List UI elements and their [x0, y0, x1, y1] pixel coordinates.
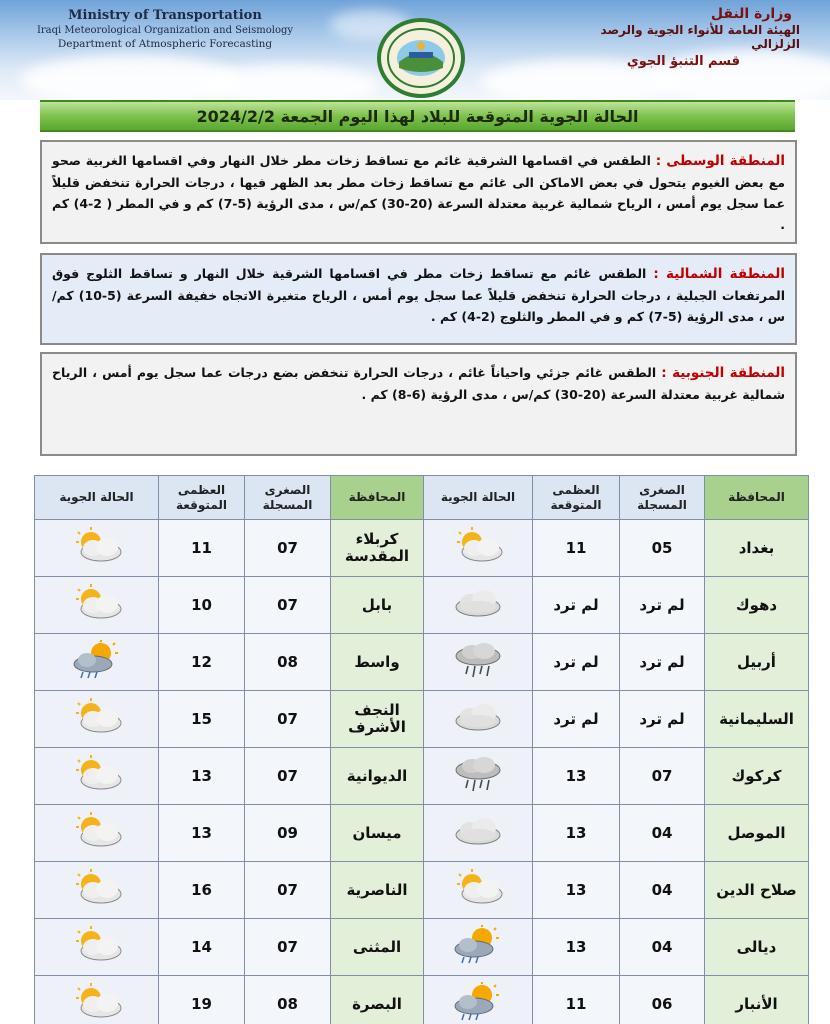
table-row: [35, 577, 809, 634]
min-recorded-cell: 05: [620, 520, 705, 577]
sun-rain-icon: [65, 640, 129, 680]
min-recorded-cell: 09: [245, 805, 331, 862]
max-expected-cell: 11: [533, 976, 620, 1024]
min-recorded-cell: 06: [620, 976, 705, 1024]
min-recorded-cell: 08: [245, 634, 331, 691]
weather-cell: [424, 691, 533, 748]
weather-cell: [35, 919, 159, 976]
partly-cloudy-icon: [65, 697, 129, 737]
table-row: [35, 634, 809, 691]
region-middle: [40, 140, 797, 244]
forecast-title-bar: [40, 100, 795, 132]
max-expected-cell: 15: [159, 691, 245, 748]
rain-icon: [446, 640, 510, 680]
forecast-title: الحالة الجوية المتوقعة للبلاد لهذا اليوم الجمعة 2024/2/2: [196, 106, 639, 126]
weather-cell: [424, 976, 533, 1024]
governorate-cell: النجف الأشرف: [331, 691, 424, 748]
weather-cell: [35, 976, 159, 1024]
max-expected-cell: لم ترد: [533, 577, 620, 634]
weather-cell: [35, 577, 159, 634]
max-expected-cell: 13: [533, 862, 620, 919]
organization-name-ar: الهيئة العامة للأنواء الجوية والرصد الزلزالي: [600, 23, 800, 51]
governorate-cell: المثنى: [331, 919, 424, 976]
partly-cloudy-icon: [65, 583, 129, 623]
weather-cell: [35, 520, 159, 577]
header-max-expected: العظمى المتوقعة: [533, 476, 620, 520]
organization-logo-icon: [375, 16, 467, 100]
governorate-cell: الأنبار: [705, 976, 809, 1024]
weather-cell: [35, 748, 159, 805]
region-south: [40, 352, 797, 456]
governorate-cell: الديوانية: [331, 748, 424, 805]
region-middle-name: المنطقة الوسطى :: [655, 153, 785, 169]
min-recorded-cell: 04: [620, 862, 705, 919]
governorate-cell: البصرة: [331, 976, 424, 1024]
governorate-cell: بابل: [331, 577, 424, 634]
department-name-ar: قسم التنبؤ الجوي: [626, 54, 740, 69]
partly-cloudy-icon: [446, 526, 510, 566]
min-recorded-cell: 07: [245, 919, 331, 976]
header-governorate: المحافظة: [331, 476, 424, 520]
table-row: [35, 862, 809, 919]
table-row: [35, 805, 809, 862]
max-expected-cell: 10: [159, 577, 245, 634]
min-recorded-cell: 07: [245, 691, 331, 748]
governorate-cell: صلاح الدين: [705, 862, 809, 919]
header-english-block: [20, 8, 310, 50]
governorate-cell: كربلاء المقدسة: [331, 520, 424, 577]
max-expected-cell: 13: [533, 805, 620, 862]
cloudy-icon: [446, 811, 510, 851]
partly-cloudy-icon: [446, 868, 510, 908]
page-header: [0, 0, 830, 100]
region-north: [40, 253, 797, 345]
governorate-cell: كركوك: [705, 748, 809, 805]
max-expected-cell: 13: [533, 919, 620, 976]
table-row: [35, 748, 809, 805]
max-expected-cell: 13: [533, 748, 620, 805]
region-north-text: الطقس غائم مع تساقط زخات مطر في اقسامها الشرقية خلال النهار و تساقط الثلوج فوق المرتفعات الجبلية ، درجات الحرارة تنخفض قليلاً عما سجل يوم أمس ، الرياح متغيرة الاتجاه خفيفة السرعة (5-10) كم/س ، مدى الرؤية (5-7) كم و في المطر والثلوج (2-4) كم .: [52, 266, 786, 324]
ministry-name-en: Ministry of Transportation: [68, 8, 262, 23]
weather-cell: [424, 805, 533, 862]
region-south-name: المنطقة الجنوبية :: [661, 365, 785, 381]
governorate-cell: ميسان: [331, 805, 424, 862]
governorate-cell: دهوك: [705, 577, 809, 634]
header-max-expected: العظمى المتوقعة: [159, 476, 245, 520]
region-south-text: الطقس غائم جزئي واحياناً غائم ، درجات الحرارة تنخفض بضع درجات عما سجل يوم أمس ، الرياح شمالية غربية معتدلة السرعة (20-30) كم/س ، مدى الرؤية (6-8) كم .: [52, 365, 785, 402]
region-north-name: المنطقة الشمالية :: [653, 266, 785, 282]
weather-cell: [424, 520, 533, 577]
ministry-name-ar: وزارة النقل: [710, 6, 792, 22]
governorate-cell: بغداد: [705, 520, 809, 577]
table-row: [35, 976, 809, 1024]
cloudy-icon: [446, 697, 510, 737]
governorate-cell: أربيل: [705, 634, 809, 691]
header-min-recorded: الصغرى المسجلة: [620, 476, 705, 520]
rain-icon: [446, 754, 510, 794]
min-recorded-cell: لم ترد: [620, 577, 705, 634]
min-recorded-cell: 04: [620, 805, 705, 862]
governorate-cell: الناصرية: [331, 862, 424, 919]
header-min-recorded: الصغرى المسجلة: [245, 476, 331, 520]
min-recorded-cell: 08: [245, 976, 331, 1024]
max-expected-cell: 16: [159, 862, 245, 919]
table-row: [35, 520, 809, 577]
sun-rain-icon: [446, 982, 510, 1022]
partly-cloudy-icon: [65, 868, 129, 908]
header-weather: الحالة الجوية: [35, 476, 159, 520]
max-expected-cell: لم ترد: [533, 691, 620, 748]
header-arabic-block: [560, 6, 800, 69]
table-row: [35, 919, 809, 976]
department-name-en: Department of Atmospheric Forecasting: [57, 38, 273, 50]
min-recorded-cell: 07: [620, 748, 705, 805]
max-expected-cell: 13: [159, 805, 245, 862]
partly-cloudy-icon: [65, 526, 129, 566]
governorate-cell: السليمانية: [705, 691, 809, 748]
max-expected-cell: 11: [159, 520, 245, 577]
weather-cell: [424, 862, 533, 919]
governorates-forecast-table: [34, 475, 809, 1024]
weather-cell: [35, 634, 159, 691]
min-recorded-cell: 04: [620, 919, 705, 976]
header-governorate: المحافظة: [705, 476, 809, 520]
organization-name-en: Iraqi Meteorological Organization and Seismology: [36, 25, 294, 36]
governorate-cell: الموصل: [705, 805, 809, 862]
region-middle-text: الطقس في اقسامها الشرقية غائم مع تساقط زخات مطر خلال النهار وفي اقسامها الغربية صحو مع بعض الغيوم يتحول في بعض الاماكن الى غائم مع تساقط زخات مطر بعد الظهر فيها ، درجات الحرارة تنخفض قليلاً عما سجل يوم أمس ، الرياح شمالية غربية معتدلة السرعة (20-30) كم/س ، مدى الرؤية (5-7) كم و في المطر ( 2-4) كم .: [52, 153, 785, 232]
weather-cell: [424, 748, 533, 805]
weather-cell: [35, 691, 159, 748]
min-recorded-cell: لم ترد: [620, 634, 705, 691]
header-weather: الحالة الجوية: [424, 476, 533, 520]
min-recorded-cell: 07: [245, 748, 331, 805]
partly-cloudy-icon: [65, 754, 129, 794]
weather-cell: [424, 577, 533, 634]
weather-cell: [424, 634, 533, 691]
max-expected-cell: 11: [533, 520, 620, 577]
weather-cell: [35, 862, 159, 919]
cloudy-icon: [446, 583, 510, 623]
min-recorded-cell: لم ترد: [620, 691, 705, 748]
partly-cloudy-icon: [65, 811, 129, 851]
table-row: [35, 691, 809, 748]
max-expected-cell: 14: [159, 919, 245, 976]
max-expected-cell: 13: [159, 748, 245, 805]
weather-cell: [35, 805, 159, 862]
min-recorded-cell: 07: [245, 862, 331, 919]
sun-rain-icon: [446, 925, 510, 965]
max-expected-cell: 19: [159, 976, 245, 1024]
min-recorded-cell: 07: [245, 577, 331, 634]
governorate-cell: ديالى: [705, 919, 809, 976]
table-header-row: [35, 476, 809, 520]
governorate-cell: واسط: [331, 634, 424, 691]
partly-cloudy-icon: [65, 925, 129, 965]
partly-cloudy-icon: [65, 982, 129, 1022]
min-recorded-cell: 07: [245, 520, 331, 577]
weather-cell: [424, 919, 533, 976]
max-expected-cell: 12: [159, 634, 245, 691]
max-expected-cell: لم ترد: [533, 634, 620, 691]
